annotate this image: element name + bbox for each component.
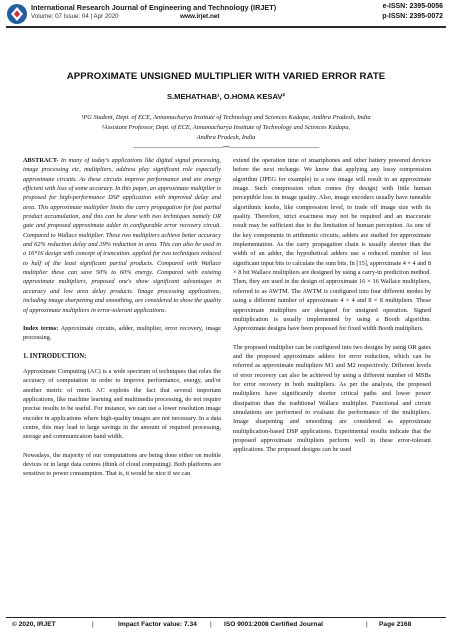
- affiliation-3: Andhra Pradesh, India: [196, 134, 256, 141]
- index-terms: [23, 324, 221, 343]
- affiliation-2: ²Assistant Professor, Dept. of ECE, Annamacharya Institute of Technology and Sciences Kadapa,: [101, 124, 351, 131]
- p-issn: p-ISSN: 2395-0072: [382, 13, 443, 20]
- right-paragraph-2: The proposed multiplier can be configured into two designs by using OR gates and the proposed approximate adders for error reduction, which can be referred as approximate multipliers M1 and M2 respectively. Different levels of error recovery can also be achieved by using a different number of MSBs for error recovery in both multipliers. As per the analysis, the proposed multipliers have significantly shorter critical paths and lower power dissipation than the traditional Wallace multiplier. Functional and circuit simulations are performed to evaluate the performance of the multipliers. Image sharpening and smoothing are considered as approximate multiplication-based DSP applications. Experimental results indicate that the proposed approximate multipliers perform well in these error-tolerant applications. The proposed designs can be used: [233, 343, 431, 454]
- volume-info: Volume: 07 Issue: 04 | Apr 2020: [31, 13, 119, 20]
- introduction-heading: 1. INTRODUCTION:: [23, 352, 87, 360]
- intro-paragraph-1: Approximate Computing (AC) is a wide spectrum of techniques that relax the accuracy of computation in order to improve performance, energy, and/or another metric of merit. AC exploits the fact that several important applications, like machine learning and multimedia processing, do not require precise results to be useful. For instance, we can use a lower resolution image encoder in applications where high-quality images are not necessary. In a data centre, this may lead to large savings in the amount of required processing, storage and communication band width.: [23, 367, 221, 441]
- left-column: [23, 156, 221, 488]
- journal-title: International Research Journal of Engineering and Technology (IRJET): [31, 3, 277, 12]
- right-paragraph-1: extend the operation time of smartphones and other battery powered devices before the next recharge. We know that applying any lossy compression algorithm (JPEG for example) to a raw image will result in an approximate image. Such compression often comes (by design) with little human perceptible loss in image quality. Also, image encoders usually have tuneable algorithmic knobs, like compression level, to trade off image size with its quality. Therefore, strict exactness may not be required and an inaccurate result may be sufficient due to the limitation of human perception. As one of the key components in arithmetic circuits, adders are studied for approximate implementation. As the carry propagation chain is usually shorter than the width of an adder, the hypothetical adders use a reduced number of less significant input bits to calculate the sum bits. In [15], approximate 4 × 4 and 8 × 8 bit Wallace multipliers are designed by using a carry-in prediction method. Then, they are used in the design of approximate 16 × 16 Wallace multipliers, referred to as AWTM. The AWTM is configured into four different modes by using a different number of approximate 4 × 4 and 8 × 8 multipliers. These approximate multipliers are designed for unsigned operation. Signed multiplication is usually implemented by using a Booth algorithm. Approximate designs have been proposed for fixed width Booth multipliers.: [233, 157, 431, 333]
- journal-website-link[interactable]: www.irjet.net: [180, 13, 220, 20]
- abstract: [23, 156, 221, 315]
- header-rule: [6, 26, 446, 28]
- abstract-label: ABSTRACT-: [23, 157, 59, 164]
- paper-authors: S.MEHATHAB¹, O.HOMA KESAV²: [167, 92, 285, 101]
- journal-header: [0, 0, 452, 26]
- footer-impact-factor: Impact Factor value: 7.34: [118, 621, 197, 628]
- abstract-text: In many of today's applications like digital signal processing, image processing etc, multipliers, address play significant role especially approximate circuits. As these circuits improve performance and are energy efficient with loss of some accuracy. In this paper, an approximate multiplier is proposed for high-performance DSP application with improved delay and area. This approximate multiplier limits the carry propagation for fast partial product accumulation, and this can be done with two techniques namely OR gate and proposed approximate adder in configurable error recovery circuit. Compared to Wallace multiplier. These two multipliers achieve better accuracy and 62% reduction delay and 39% reduction in area. This can also be used in a 16*16 design with concept of truncation. applied for two techniques reduced to half of the least significant partial products. Compared with Wallace multiplier these can save 50% to 60% energy. Compared with existing approximate multipliers, proposed one's show significant advantages in accuracy and low area delay products. Image processing applications, including image sharpening and smoothing, are considered to show the quality of approximate multipliers in error-tolerant applications.: [23, 157, 221, 314]
- intro-paragraph-2: Nowadays, the majority of our computations are being done either on mobile devices or in large data centres (think of cloud computing). Both platforms are sensitive to power consumption. That is, it would be nice if we can: [23, 451, 221, 478]
- affiliation-1: ¹PG Student, Dept. of ECE, Annamacharya Institute of Technology and Sciences Kadapa, Andhra Pradesh, India: [81, 114, 371, 121]
- right-column: [233, 156, 431, 464]
- footer-separator: |: [366, 621, 368, 628]
- footer-copyright: © 2020, IRJET: [12, 621, 56, 628]
- index-terms-label: Index terms:: [23, 324, 59, 332]
- footer-iso: ISO 9001:2008 Certified Journal: [224, 621, 323, 628]
- footer-page-number: Page 2168: [379, 621, 412, 628]
- irjet-logo-icon: [6, 3, 28, 25]
- e-issn: e-ISSN: 2395-0056: [382, 3, 443, 10]
- footer-separator: |: [92, 621, 94, 628]
- index-terms-text: Approximate circuits, adder, multiplier, error recovery, image processing.: [23, 324, 221, 342]
- footer-separator: |: [210, 621, 212, 628]
- footer-rule: [6, 617, 446, 618]
- paper-title: APPROXIMATE UNSIGNED MULTIPLIER WITH VARIED ERROR RATE: [66, 71, 386, 82]
- section-divider: -----------------------------------------------------------------------***-----------------------------------------------------------------------: [133, 146, 319, 151]
